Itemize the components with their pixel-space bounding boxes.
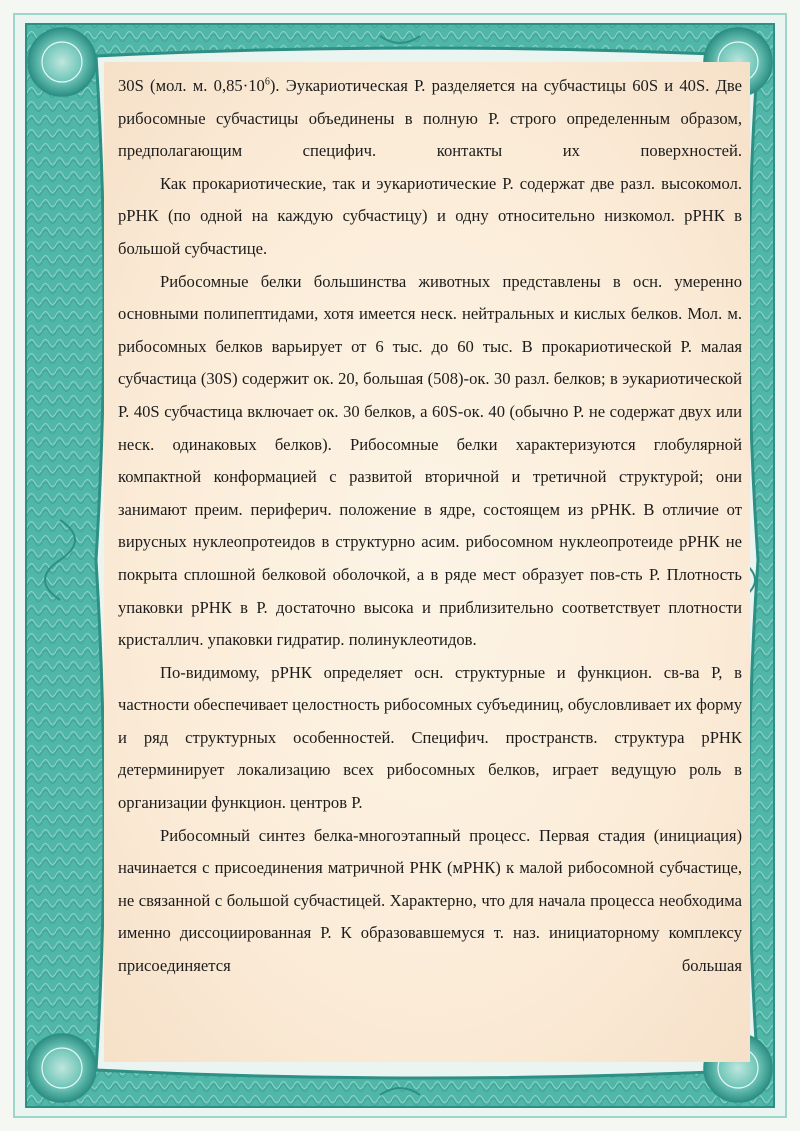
paragraph: Рибосомные белки большинства животных представлены в осн. умеренно основными полипептидами, хотя имеется неск. нейтральных и кислых белков. Мол. м. рибосомных белков варьирует от 6 тыс. до 60 тыс. В прокариотической Р. малая субчастица (30S) содержит ок. 20, большая (508)-ок. 30 разл. белков; в эукариотической Р. 40S субчастица включает ок. 30 белков, а 60S-ок. 40 (обычно Р. не содержат двух или неск. одинаковых белков). Рибосомные белки характеризуются глобулярной компактной конформацией с развитой вторичной и третичной структурой; они занимают преим. периферич. положение в ядре, состоящем из рРНК. В отличие от вирусных нуклеопротеидов в структурно асим. рибосомном нуклеопротеиде рРНК не покрыта сплошной белковой оболочкой, а в ряде мест образует пов-сть Р. Плотность упаковки рРНК в Р. достаточно высока и приблизительно соответствует плотности кристаллич. упаковки гидратир. полинуклеотидов. — [118, 271, 742, 650]
paragraph — [118, 70, 742, 168]
paragraph: По-видимому, рРНК определяет осн. структурные и функцион. св-ва Р, в частности обеспечивает целостность рибосомных субъединиц, обусловливает их форму и ряд структурных особенностей. Специфич. пространств. структура рРНК детерминирует локализацию всех рибосомных белков, играет ведущую роль в организации функцион. центров Р. — [118, 662, 742, 813]
paragraph-text: 30S (мол. м. 0,85·10 — [118, 76, 265, 95]
paragraph: Как прокариотические, так и эукариотические Р. содержат две разл. высокомол. рРНК (по одной на каждую субчастицу) и одну относительно низкомол. рРНК в большой субчастице. — [118, 173, 742, 258]
paragraph: Рибосомный синтез белка-многоэтапный процесс. Первая стадия (инициация) начинается с присоединения матричной РНК (мРНК) к малой рибосомной субчастице, не связанной с большой субчастицей. Характерно, что для начала процесса необходима именно диссоциированная Р. К образовавшемуся т. наз. инициаторному комплексу присоединяется большая — [118, 825, 742, 976]
article-body — [118, 70, 742, 983]
paragraph-text: ). Эукариотическая Р. разделяется на субчастицы 60S и 40S. Две рибосомные субчастицы объединены в полную Р. строго определенным образом, предполагающим специфич. контакты их поверхностей. — [118, 76, 743, 161]
superscript: 6 — [264, 76, 270, 88]
